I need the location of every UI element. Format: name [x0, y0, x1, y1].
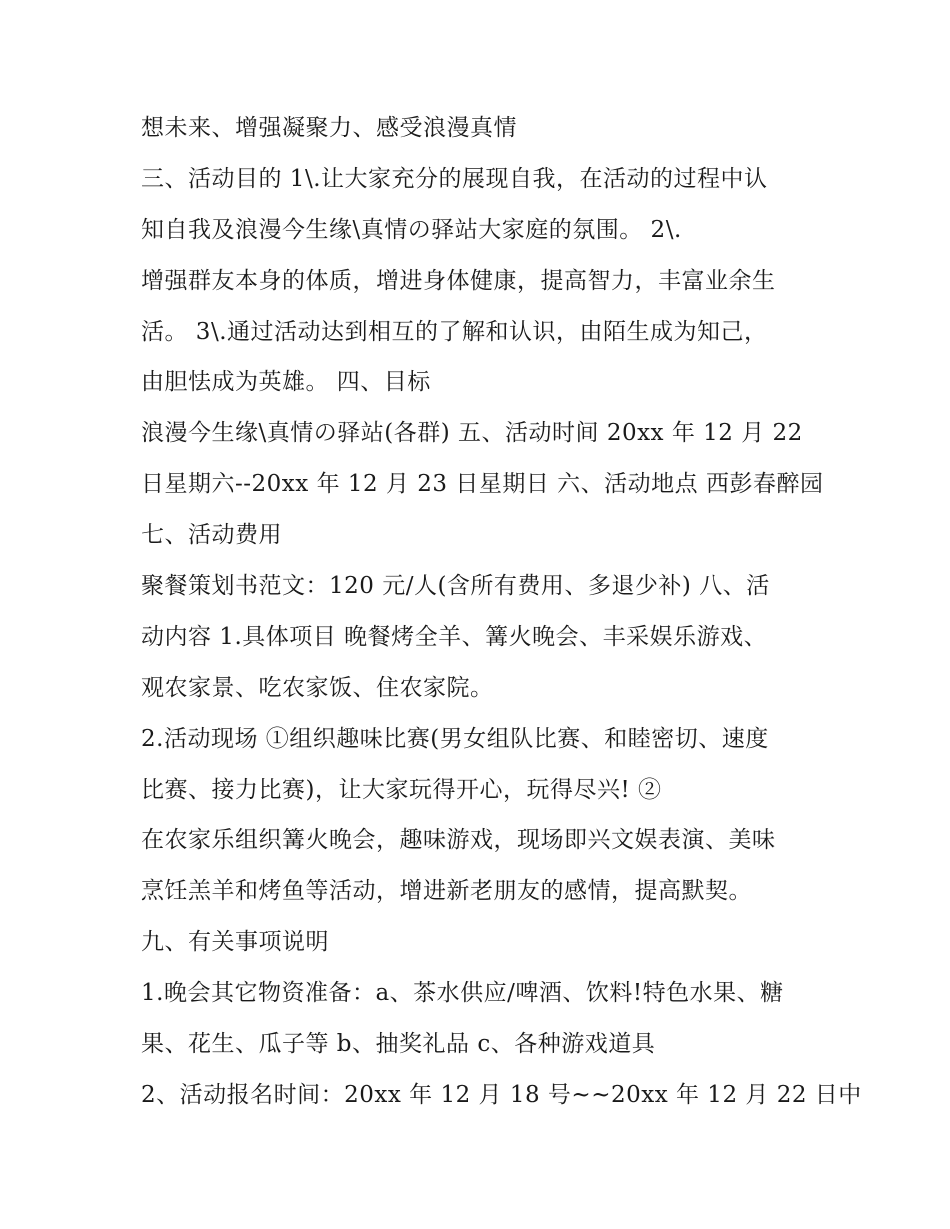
- body-line-10: 聚餐策划书范文：120 元/人(含所有费用、多退少补) 八、活: [141, 573, 770, 600]
- body-line-2: 三、活动目的 1\.让大家充分的展现自我，在活动的过程中认: [141, 165, 768, 192]
- body-line-4: 增强群友本身的体质，增进身体健康，提高智力，丰富业余生: [141, 267, 776, 294]
- body-line-19: 果、花生、瓜子等 b、抽奖礼品 c、各种游戏道具: [141, 1031, 656, 1058]
- body-line-3: 知自我及浪漫今生缘\真情の驿站大家庭的氛围。 2\.: [141, 216, 682, 243]
- body-line-8: 日星期六--20xx 年 12 月 23 日星期日 六、活动地点 西彭春醉园: [141, 471, 824, 498]
- body-line-14: 比赛、接力比赛)，让大家玩得开心，玩得尽兴! ②: [141, 776, 662, 803]
- document-body: [141, 103, 862, 1121]
- body-line-5: 活。 3\.通过活动达到相互的了解和认识，由陌生成为知己，: [141, 318, 768, 345]
- body-line-13: 2.活动现场 ①组织趣味比赛(男女组队比赛、和睦密切、速度: [141, 725, 769, 752]
- body-line-12: 观农家景、吃农家饭、住农家院。: [141, 674, 494, 701]
- body-line-6: 由胆怯成为英雄。 四、目标: [141, 369, 431, 396]
- body-line-20: 2、活动报名时间：20xx 年 12 月 18 号~~20xx 年 12 月 22 日中: [141, 1081, 862, 1108]
- body-line-9: 七、活动费用: [141, 522, 282, 549]
- body-line-7: 浪漫今生缘\真情の驿站(各群) 五、活动时间 20xx 年 12 月 22: [141, 420, 803, 447]
- body-line-18: 1.晚会其它物资准备：a、茶水供应/啤酒、饮料!特色水果、糖: [141, 980, 784, 1007]
- body-line-16: 烹饪羔羊和烤鱼等活动，增进新老朋友的感情，提高默契。: [141, 878, 752, 905]
- body-line-17: 九、有关事项说明: [141, 929, 329, 956]
- body-line-11: 动内容 1.具体项目 晚餐烤全羊、篝火晚会、丰采娱乐游戏、: [141, 623, 768, 650]
- body-line-15: 在农家乐组织篝火晚会，趣味游戏，现场即兴文娱表演、美味: [141, 827, 776, 854]
- body-line-1: 想未来、增强凝聚力、感受浪漫真情: [141, 115, 517, 141]
